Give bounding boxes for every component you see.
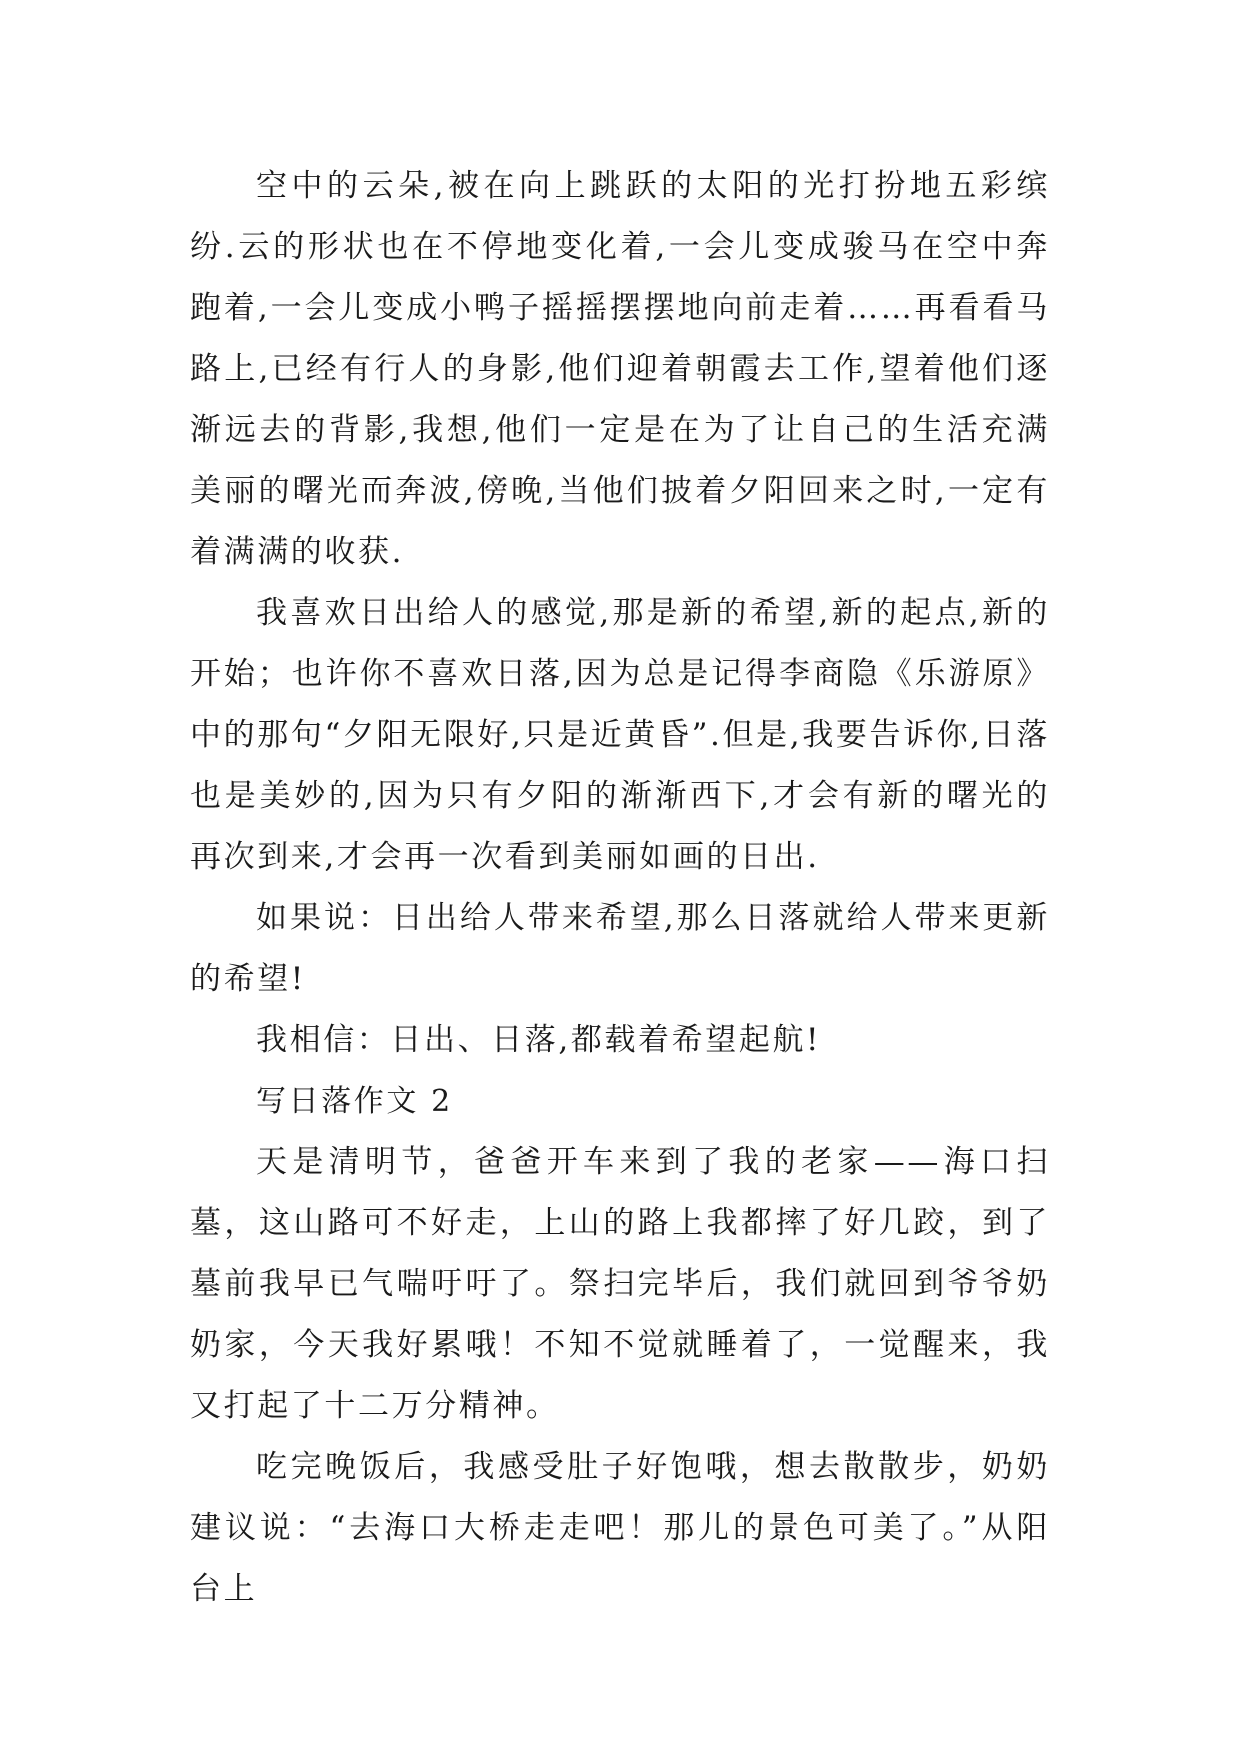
section-title: 写日落作文 2 xyxy=(256,1084,453,1119)
paragraph-i-believe: 我相信：日出、日落,都载着希望起航! xyxy=(256,1022,822,1058)
paragraph-sunrise-feeling: 我喜欢日出给人的感觉,那是新的希望,新的起点,新的开始；也许你不喜欢日落,因为总是记得李商隐《乐游原》中的那句“夕阳无限好,只是近黄昏”.但是,我要告诉你,日落也是美妙的,因为只有夕阳的渐渐西下,才会有新的曙光的再次到来,才会再一次看到美丽如画的日出. xyxy=(190,595,1050,875)
paragraph-clouds: 空中的云朵,被在向上跳跃的太阳的光打扮地五彩缤纷.云的形状也在不停地变化着,一会儿变成骏马在空中奔跑着,一会儿变成小鸭子摇摇摆摆地向前走着……再看看马路上,已经有行人的身影,他们迎着朝霞去工作,望着他们逐渐远去的背影,我想,他们一定是在为了让自己的生活充满美丽的曙光而奔波,傍晚,当他们披着夕阳回来之时,一定有着满满的收获. xyxy=(190,168,1050,570)
paragraph-after-dinner: 吃完晚饭后，我感受肚子好饱哦，想去散散步，奶奶建议说：“去海口大桥走走吧！那儿的景色可美了。”从阳台上 xyxy=(190,1449,1050,1607)
paragraph-qingming: 天是清明节，爸爸开车来到了我的老家——海口扫墓，这山路可不好走，上山的路上我都摔了好几跤，到了墓前我早已气喘吁吁了。祭扫完毕后，我们就回到爷爷奶奶家，今天我好累哦！不知不觉就睡着了，一觉醒来，我又打起了十二万分精神。 xyxy=(190,1144,1050,1424)
paragraph-if-say: 如果说：日出给人带来希望,那么日落就给人带来更新的希望! xyxy=(190,900,1050,997)
document-body xyxy=(190,156,1050,1620)
